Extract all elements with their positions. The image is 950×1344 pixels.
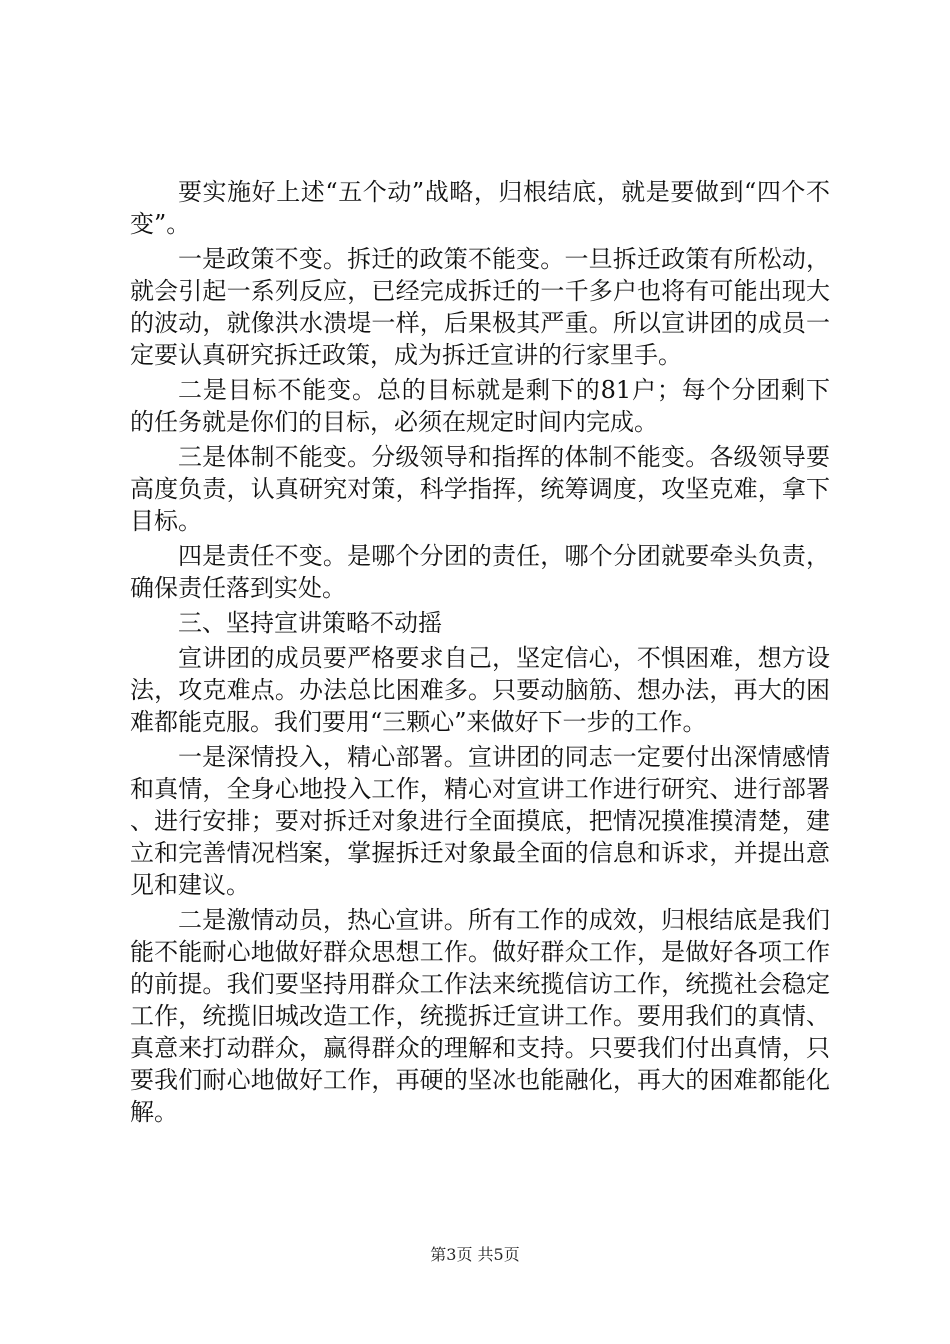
- section-heading: 三、坚持宣讲策略不动摇: [178, 609, 442, 637]
- document-body: [130, 176, 830, 1131]
- paragraph-team: 宣讲团的成员要严格要求自己，坚定信心，不惧困难，想方设法，攻克难点。办法总比困难多。只要动脑筋、想办法，再大的困难都能克服。我们要用“三颗心”来做好下一步的工作。: [130, 644, 830, 736]
- paragraph-deployment: 一是深情投入，精心部署。宣讲团的同志一定要付出深情感情和真情，全身心地投入工作，精心对宣讲工作进行研究、进行部署、进行安排；要对拆迁对象进行全面摸底，把情况摸准摸清楚，建立和完善情况档案，掌握拆迁对象最全面的信息和诉求，并提出意见和建议。: [130, 743, 830, 899]
- paragraph-target: 二是目标不能变。总的目标就是剩下的81户；每个分团剩下的任务就是你们的目标，必须在规定时间内完成。: [130, 376, 830, 436]
- paragraph-policy: 一是政策不变。拆迁的政策不能变。一旦拆迁政策有所松动，就会引起一系列反应，已经完成拆迁的一千多户也将有可能出现大的波动，就像洪水溃堤一样，后果极其严重。所以宣讲团的成员一定要认真研究拆迁政策，成为拆迁宣讲的行家里手。: [130, 245, 830, 369]
- paragraph-intro: 要实施好上述“五个动”战略，归根结底，就是要做到“四个不变”。: [130, 178, 830, 238]
- page-number: 第3页 共5页: [430, 1245, 520, 1264]
- paragraph-mobilization: 二是激情动员，热心宣讲。所有工作的成效，归根结底是我们能不能耐心地做好群众思想工作。做好群众工作，是做好各项工作的前提。我们要坚持用群众工作法来统揽信访工作，统揽社会稳定工作，统揽旧城改造工作，统揽拆迁宣讲工作。要用我们的真情、真意来打动群众，赢得群众的理解和支持。只要我们付出真情，只要我们耐心地做好工作，再硬的坚冰也能融化，再大的困难都能化解。: [130, 906, 830, 1126]
- paragraph-system: 三是体制不能变。分级领导和指挥的体制不能变。各级领导要高度负责，认真研究对策，科学指挥，统筹调度，攻坚克难，拿下目标。: [130, 443, 830, 535]
- paragraph-responsibility: 四是责任不变。是哪个分团的责任，哪个分团就要牵头负责，确保责任落到实处。: [130, 542, 830, 602]
